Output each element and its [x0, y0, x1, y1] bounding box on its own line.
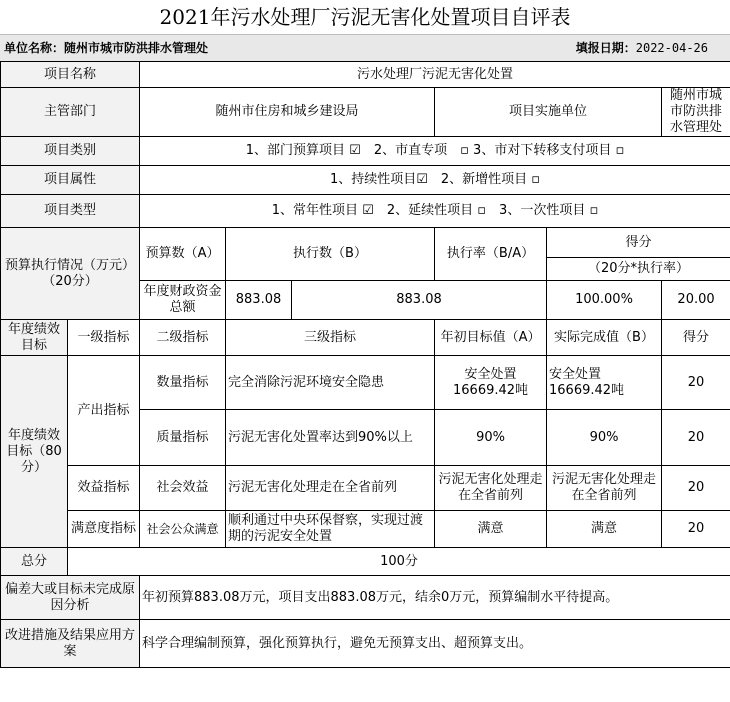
- deviation-label: 偏差大或目标未完成原因分析: [1, 576, 140, 620]
- total-label: 总分: [1, 548, 68, 576]
- indicator-target: 安全处置16669.42吨: [435, 356, 547, 410]
- indicator-l3: 污泥无害化处置率达到90%以上: [226, 410, 435, 466]
- perf-col-target: 年初目标值（A）: [435, 320, 547, 356]
- exec-value: 883.08: [292, 281, 547, 320]
- indicator-l3: 顺利通过中央环保督察，实现过渡期的污泥安全处置: [226, 511, 435, 548]
- impl-unit-label: 项目实施单位: [435, 88, 662, 137]
- date-label: 填报日期：: [575, 41, 636, 55]
- dept-value: 随州市住房和城乡建设局: [140, 88, 435, 137]
- unit-info: [4, 35, 208, 61]
- indicator-target: 污泥无害化处理走在全省前列: [435, 466, 547, 511]
- attribute-label: 项目属性: [1, 166, 140, 195]
- perf-col-actual: 实际完成值（B）: [547, 320, 662, 356]
- budget-label: 预算执行情况（万元）（20分）: [1, 228, 140, 320]
- evaluation-table: [0, 61, 730, 668]
- deviation-value: 年初预算883.08万元，项目支出883.08万元，结余0万元，预算编制水平待提高。: [140, 576, 730, 620]
- dept-label: 主管部门: [1, 88, 140, 137]
- perf-col-l2: 二级指标: [140, 320, 226, 356]
- budget-col-exec: 执行数（B）: [226, 228, 435, 281]
- impl-unit-value: 随州市城市防洪排水管理处: [662, 88, 730, 137]
- date-value: 2022-04-26: [635, 41, 708, 55]
- indicator-target: 90%: [435, 410, 547, 466]
- indicator-actual: 满意: [547, 511, 662, 548]
- date-info: [576, 35, 708, 61]
- type-label: 项目类型: [1, 195, 140, 228]
- meta-bar: [0, 34, 730, 61]
- perf-col-score: 得分: [662, 320, 730, 356]
- type-value: 1、常年性项目 ☑ 2、延续性项目 ▫ 3、一次性项目 ▫: [140, 195, 730, 228]
- indicator-target: 满意: [435, 511, 547, 548]
- budget-col-score-sub: （20分*执行率）: [547, 258, 730, 281]
- indicator-score: 20: [662, 356, 730, 410]
- indicator-l2: 质量指标: [140, 410, 226, 466]
- category-label: 项目类别: [1, 137, 140, 166]
- indicator-l3: 完全消除污泥环境安全隐患: [226, 356, 435, 410]
- total-value: 100分: [68, 548, 730, 576]
- indicator-l2: 社会效益: [140, 466, 226, 511]
- indicator-l1: 产出指标: [68, 356, 140, 466]
- perf-col-l3: 三级指标: [226, 320, 435, 356]
- perf-header-label: 年度绩效目标: [1, 320, 68, 356]
- indicator-actual: 安全处置16669.42吨: [547, 356, 662, 410]
- unit-label: 单位名称：: [4, 41, 65, 55]
- attribute-value: 1、持续性项目☑ 2、新增性项目 ▫: [140, 166, 730, 195]
- indicator-l3: 污泥无害化处理走在全省前列: [226, 466, 435, 511]
- unit-value: 随州市城市防洪排水管理处: [64, 41, 209, 55]
- budget-value: 883.08: [226, 281, 292, 320]
- indicator-l1: 效益指标: [68, 466, 140, 511]
- indicator-l1: 满意度指标: [68, 511, 140, 548]
- category-value: 1、部门预算项目 ☑ 2、市直专项 ▫ 3、市对下转移支付项目 ▫: [140, 137, 730, 166]
- budget-col-budget: 预算数（A）: [140, 228, 226, 281]
- budget-row-label: 年度财政资金总额: [140, 281, 226, 320]
- indicator-actual: 90%: [547, 410, 662, 466]
- budget-col-rate: 执行率（B/A）: [435, 228, 547, 281]
- score-value: 20.00: [662, 281, 730, 320]
- perf-side-label: 年度绩效目标（80分）: [1, 356, 68, 548]
- indicator-l2: 数量指标: [140, 356, 226, 410]
- page-title: 2021年污水处理厂污泥无害化处置项目自评表: [159, 5, 571, 29]
- budget-col-score: 得分: [547, 228, 730, 258]
- indicator-score: 20: [662, 511, 730, 548]
- indicator-score: 20: [662, 410, 730, 466]
- rate-value: 100.00%: [547, 281, 662, 320]
- indicator-score: 20: [662, 466, 730, 511]
- project-name-label: 项目名称: [1, 62, 140, 88]
- perf-col-l1: 一级指标: [68, 320, 140, 356]
- improve-value: 科学合理编制预算，强化预算执行，避免无预算支出、超预算支出。: [140, 620, 730, 668]
- indicator-actual: 污泥无害化处理走在全省前列: [547, 466, 662, 511]
- improve-label: 改进措施及结果应用方案: [1, 620, 140, 668]
- project-name-value: 污水处理厂污泥无害化处置: [140, 62, 730, 88]
- indicator-l2: 社会公众满意: [140, 511, 226, 548]
